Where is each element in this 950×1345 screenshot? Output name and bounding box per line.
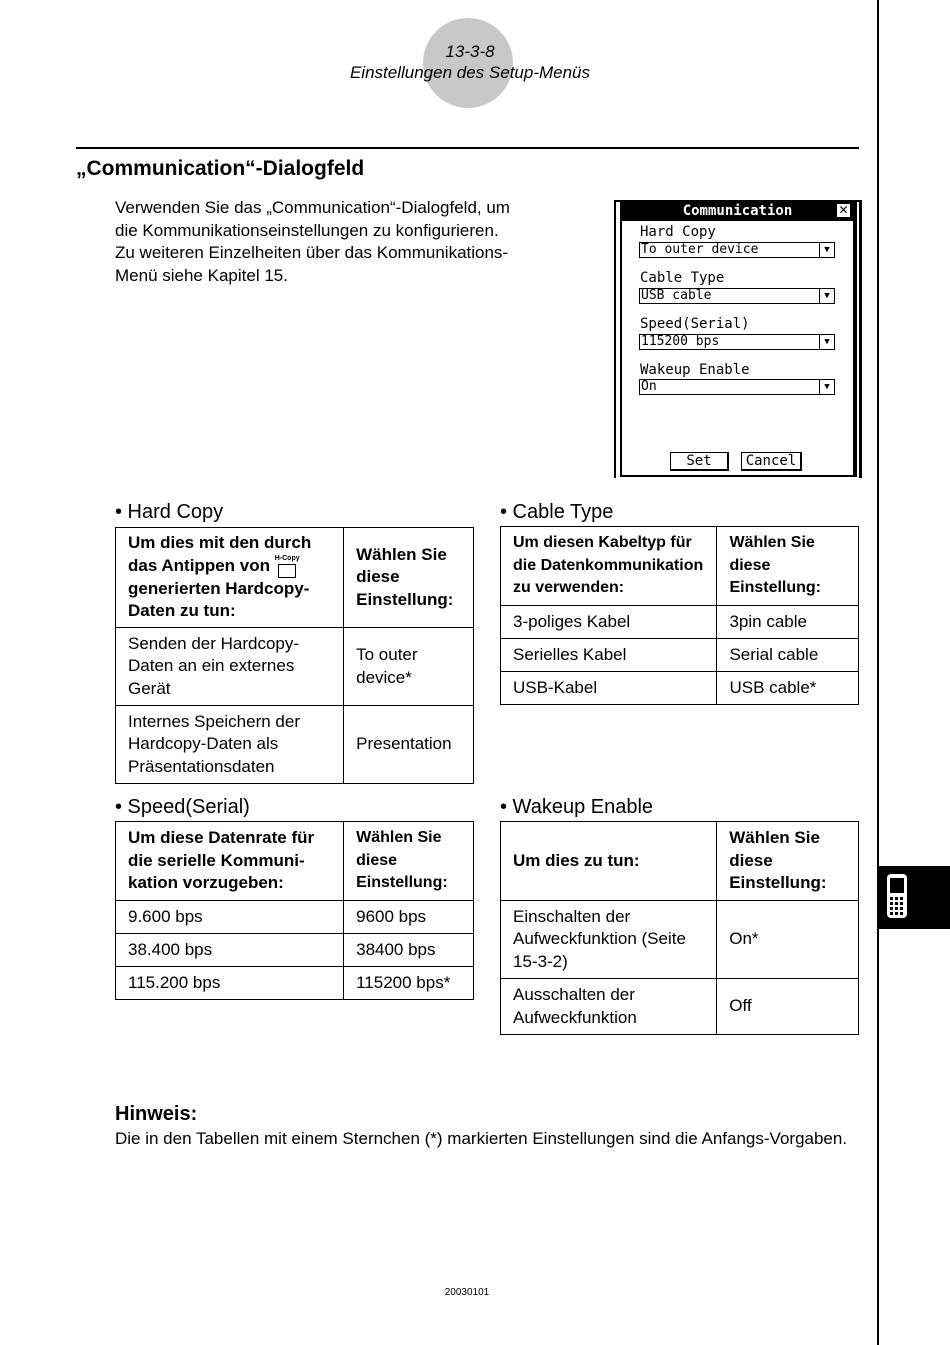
communication-dialog [620, 200, 857, 477]
hard-copy-heading: • Hard Copy [115, 501, 224, 523]
table-cell: 38.400 bps [116, 934, 344, 967]
header-text: Um dies mit den durch das Antippen von [128, 533, 312, 575]
table-row [116, 934, 474, 967]
table-cell: On* [717, 901, 859, 979]
cable-type-value: USB cable [641, 288, 712, 303]
table-header-cell: Wählen Sie diese Einstellung: [344, 528, 474, 628]
wakeup-label: Wakeup Enable [640, 362, 750, 378]
table-row [501, 901, 859, 979]
table-cell: USB-Kabel [501, 672, 717, 705]
table-row [501, 672, 859, 705]
table-row [116, 628, 474, 706]
chapter-tab [879, 866, 950, 929]
page-number: 13-3-8 [445, 42, 495, 61]
calculator-icon [885, 873, 909, 919]
hard-copy-label: Hard Copy [640, 224, 716, 240]
speed-table [115, 821, 474, 1000]
header-text: generierten Hardcopy-Daten zu tun: [128, 578, 310, 621]
table-cell: USB cable* [717, 672, 859, 705]
intro-paragraph [115, 197, 555, 288]
speed-heading: • Speed(Serial) [115, 796, 250, 818]
table-cell: Internes Speichern der Hardcopy-Daten als Präsentationsdaten [116, 706, 344, 784]
table-cell: Serielles Kabel [501, 639, 717, 672]
table-header-cell: Um dies zu tun: [501, 822, 717, 901]
table-cell: 9.600 bps [116, 901, 344, 934]
table-header-cell: Um diesen Kabeltyp für die Datenkommunikation zu verwenden: [501, 527, 717, 606]
table-header-cell: Wählen Sie diese Einstellung: [344, 822, 474, 901]
table-header-row [116, 528, 474, 628]
hard-copy-value: To outer device [641, 242, 759, 257]
chevron-down-icon[interactable]: ▼ [819, 380, 834, 394]
page-margin-line [877, 0, 879, 1345]
speed-select[interactable] [639, 334, 835, 350]
section-rule [76, 147, 859, 149]
table-cell: 115200 bps* [344, 967, 474, 1000]
wakeup-heading: • Wakeup Enable [500, 796, 654, 818]
table-cell: 9600 bps [344, 901, 474, 934]
cable-type-heading: • Cable Type [500, 501, 614, 523]
table-row [501, 606, 859, 639]
cancel-button[interactable]: Cancel [741, 452, 802, 471]
hardcopy-icon [275, 555, 300, 578]
table-header-cell: Um diese Datenrate für die serielle Kommuni-kation vorzugeben: [116, 822, 344, 901]
table-cell: To outer device* [344, 628, 474, 706]
hardcopy-icon-label: H-Copy [274, 554, 300, 562]
dialog-title-text: Communication [682, 203, 793, 219]
table-header-row [501, 822, 859, 901]
speed-label: Speed(Serial) [640, 316, 750, 332]
table-row [501, 639, 859, 672]
table-row [116, 706, 474, 784]
table-cell: Serial cable [717, 639, 859, 672]
table-header-row [501, 527, 859, 606]
intro-line: Menü siehe Kapitel 15. [115, 266, 288, 286]
chevron-down-icon[interactable]: ▼ [819, 335, 834, 349]
table-header-cell: Wählen Sie diese Einstellung: [717, 822, 859, 901]
intro-line: Zu weiteren Einzelheiten über das Kommunikations- [115, 243, 509, 263]
cable-type-table [500, 526, 859, 705]
table-row [116, 967, 474, 1000]
dialog-title [622, 202, 853, 221]
table-header-cell [116, 528, 344, 628]
intro-line: die Kommunikationseinstellungen zu konfigurieren. [115, 220, 499, 240]
chevron-down-icon[interactable]: ▼ [819, 243, 834, 257]
cable-type-select[interactable] [639, 288, 835, 304]
wakeup-value: On [641, 379, 657, 394]
table-cell: 3-poliges Kabel [501, 606, 717, 639]
table-cell: Senden der Hardcopy-Daten an ein externes Gerät [116, 628, 344, 706]
speed-value: 115200 bps [641, 334, 720, 349]
hard-copy-select[interactable] [639, 242, 835, 258]
note-title: Hinweis: [115, 1103, 198, 1125]
table-cell: Off [717, 979, 859, 1035]
note-text: Die in den Tabellen mit einem Sternchen (*) markierten Einstellungen sind die Anfangs-Vorgaben. [115, 1129, 848, 1148]
hard-copy-table [115, 527, 474, 784]
table-cell: 3pin cable [717, 606, 859, 639]
page-subtitle: Einstellungen des Setup-Menüs [349, 63, 591, 82]
close-icon[interactable]: ✕ [838, 203, 849, 217]
set-button[interactable]: Set [670, 452, 729, 471]
table-cell: 38400 bps [344, 934, 474, 967]
table-row [501, 979, 859, 1035]
cable-type-label: Cable Type [640, 270, 725, 286]
table-cell: 115.200 bps [116, 967, 344, 1000]
section-title: „Communication“-Dialogfeld [76, 157, 365, 180]
table-header-cell: Wählen Sie diese Einstellung: [717, 527, 859, 606]
table-cell: Einschalten der Aufweckfunktion (Seite 15-3-2) [501, 901, 717, 979]
chevron-down-icon[interactable]: ▼ [819, 289, 834, 303]
wakeup-select[interactable] [639, 379, 835, 395]
footer-code: 20030101 [444, 1287, 490, 1298]
table-header-row [116, 822, 474, 901]
table-row [116, 901, 474, 934]
table-cell: Presentation [344, 706, 474, 784]
wakeup-table [500, 821, 859, 1035]
intro-line: Verwenden Sie das „Communication“-Dialogfeld, um [115, 198, 510, 217]
table-cell: Ausschalten der Aufweckfunktion [501, 979, 717, 1035]
